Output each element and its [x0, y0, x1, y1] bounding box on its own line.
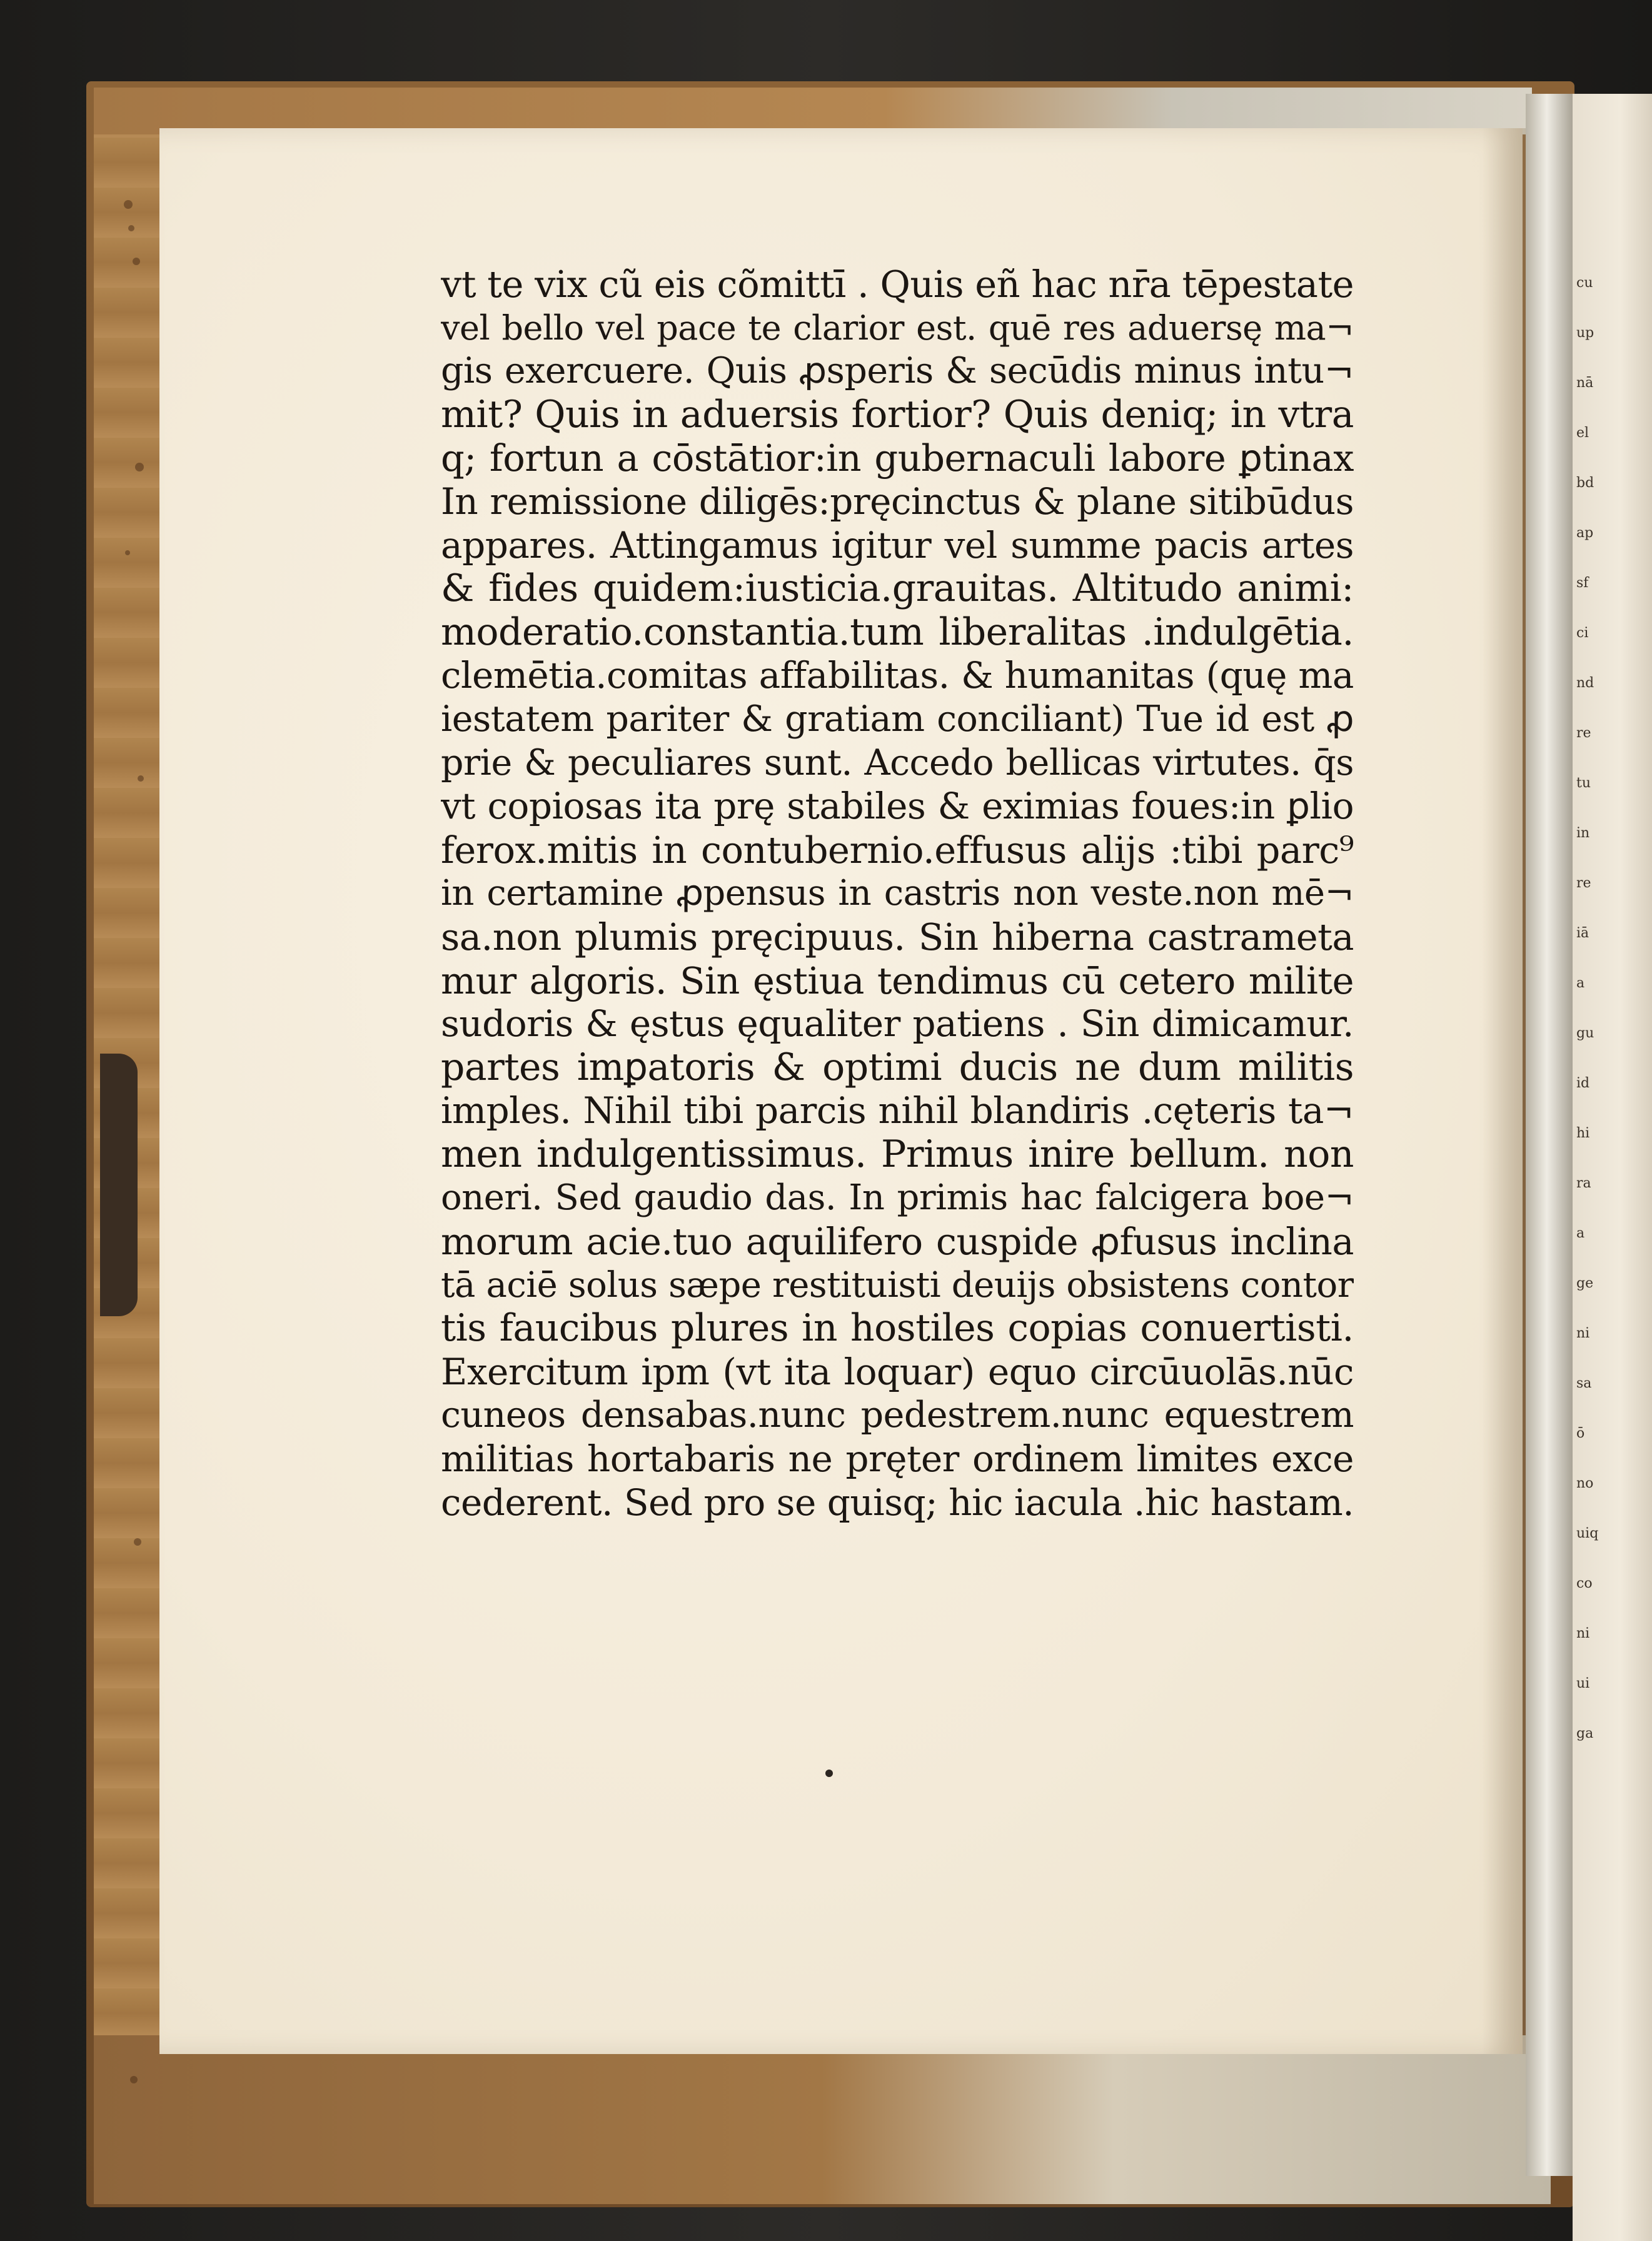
text-line: Exercitum ipm (vt ita loquar) equo circūuolās.nūc [441, 1350, 1354, 1393]
page-text-block [441, 263, 1354, 1524]
stain-spot [133, 258, 140, 265]
facing-fragment: no [1576, 1476, 1594, 1491]
book-gutter [1526, 94, 1573, 2176]
facing-fragment: ap [1576, 525, 1594, 540]
text-line: vt copiosas ita prę stabiles & eximias foues:in ꝑlio [441, 785, 1354, 828]
facing-fragment: re [1576, 875, 1591, 890]
facing-fragment: ci [1576, 625, 1589, 640]
facing-fragment: hi [1576, 1126, 1590, 1141]
page-fold-shadow [1482, 128, 1526, 2054]
text-line: men indulgentissimus. Primus inire bellum. non [441, 1132, 1354, 1176]
text-line: cederent. Sed pro se quisq; hic iacula .hic hastam. [441, 1481, 1354, 1524]
text-line: tis faucibus plures in hostiles copias conuertisti. [441, 1307, 1354, 1351]
facing-fragment: el [1576, 425, 1589, 440]
stain-spot [124, 200, 133, 209]
facing-fragment: cu [1576, 275, 1593, 290]
text-line: militias hortabaris ne pręter ordinem limites exce [441, 1438, 1354, 1481]
stain-spot [128, 225, 134, 231]
text-line: morum acie.tuo aquilifero cuspide ꝓfusus inclina [441, 1220, 1354, 1264]
facing-fragment: ni [1576, 1626, 1590, 1641]
facing-fragment: id [1576, 1075, 1590, 1090]
facing-fragment: a [1576, 1226, 1585, 1241]
text-line: sudoris & ęstus ęqualiter patiens . Sin dimicamur. [441, 1002, 1354, 1045]
text-line: gis exercuere. Quis ꝓsperis & secūdis minus intu¬ [441, 350, 1354, 392]
facing-fragment: ge [1576, 1276, 1594, 1291]
text-line: iestatem pariter & gratiam conciliant) Tue id est ꝓ [441, 698, 1354, 740]
facing-fragment: re [1576, 725, 1591, 740]
text-line: prie & peculiares sunt. Accedo bellicas virtutes. q̄s [441, 742, 1354, 783]
text-line: & fides quidem:iusticia.grauitas. Altitudo animi: [441, 567, 1354, 611]
facing-fragment: sa [1576, 1376, 1592, 1391]
text-line: oneri. Sed gaudio das. In primis hac falcigera boe¬ [441, 1177, 1354, 1219]
facing-fragment: co [1576, 1576, 1593, 1591]
board-bottom-edge [94, 2035, 1551, 2204]
facing-fragment: uiq [1576, 1526, 1599, 1541]
stain-spot [130, 2076, 138, 2083]
facing-fragment: tu [1576, 775, 1591, 790]
facing-fragment: gu [1576, 1025, 1594, 1040]
stain-spot [138, 775, 144, 782]
facing-fragment: bd [1576, 475, 1594, 490]
facing-fragment: ra [1576, 1176, 1591, 1191]
text-line: cuneos densabas.nunc pedestrem.nunc equestrem [441, 1394, 1354, 1436]
facing-fragment: ga [1576, 1726, 1594, 1741]
text-line: in certamine ꝓpensus in castris non veste.non mē¬ [441, 873, 1354, 914]
text-line: sa.non plumis pręcipuus. Sin hiberna castrameta [441, 915, 1354, 959]
text-line: In remissione diligēs:pręcinctus & plane sitibūdus [441, 480, 1354, 523]
board-notch [100, 1054, 138, 1316]
facing-fragment: nd [1576, 675, 1594, 690]
text-line: partes imꝑatoris & optimi ducis ne dum militis [441, 1045, 1354, 1089]
facing-fragment: iā [1576, 925, 1589, 940]
facing-fragment: in [1576, 825, 1590, 840]
facing-page [1573, 94, 1652, 2241]
facing-fragment: ui [1576, 1676, 1590, 1691]
text-line: appares. Attingamus igitur vel summe pacis artes [441, 523, 1354, 567]
text-line: moderatio.constantia.tum liberalitas .indulgētia. [441, 610, 1354, 654]
text-line: q; fortun a cōstātior:in gubernaculi labore ꝑtinax [441, 436, 1354, 480]
text-line: vt te vix cũ eis cõmittī . Quis eñ hac nr̄a tēpestate [441, 263, 1354, 306]
facing-fragment: ō [1576, 1426, 1585, 1441]
facing-fragment: ni [1576, 1326, 1590, 1341]
facing-fragment: a [1576, 975, 1585, 990]
stain-spot [134, 1538, 141, 1546]
text-line: imples. Nihil tibi parcis nihil blandiris .cęteris ta¬ [441, 1089, 1354, 1132]
text-line: ferox.mitis in contubernio.effusus alijs :tibi parc⁹ [441, 828, 1354, 872]
stain-spot [125, 550, 130, 555]
facing-fragment: up [1576, 325, 1594, 340]
text-line: mur algoris. Sin ęstiua tendimus cū cetero milite [441, 959, 1354, 1002]
stain-spot [135, 463, 144, 471]
board-top-edge [94, 88, 1532, 134]
ink-dot [825, 1770, 833, 1777]
text-line: clemētia.comitas affabilitas. & humanitas (quę ma [441, 654, 1354, 697]
text-line: mit? Quis in aduersis fortior? Quis deniq; in vtra [441, 393, 1354, 436]
text-line: vel bello vel pace te clarior est. quē res aduersę ma¬ [441, 308, 1354, 348]
text-line: tā aciē solus sæpe restituisti deuijs obsistens contor [441, 1264, 1354, 1306]
facing-fragment: nā [1576, 375, 1594, 390]
facing-fragment: sf [1576, 575, 1589, 590]
